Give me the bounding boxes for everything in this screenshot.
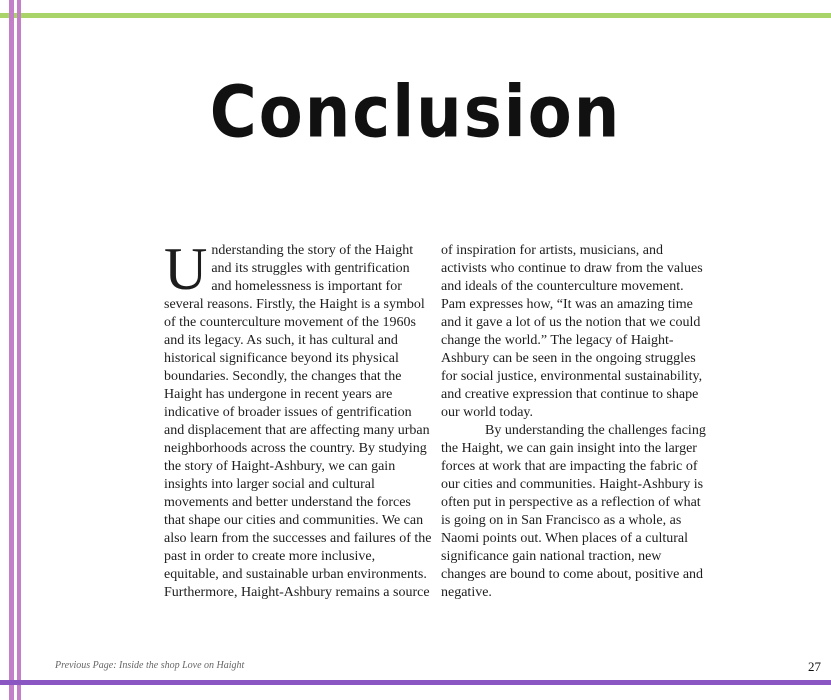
right-text-column (441, 242, 709, 602)
left-text-column (164, 236, 432, 602)
bottom-rule (0, 680, 831, 685)
page-heading: Conclusion (209, 71, 622, 155)
top-rule (0, 13, 831, 18)
right-paragraph-2: By understanding the challenges facing the Haight, we can gain insight into the larger forces at work that are impacting the fabric of our cities and communities. Haight-Ashbury is often put in perspective as a reflection of what is going on in San Francisco as a whole, as Naomi points out. When places of a cultural significance gain national traction, new changes are bound to come about, positive and negative. (441, 423, 706, 600)
page-number: 27 (808, 659, 821, 674)
photo-caption: Previous Page: Inside the shop Love on Haight (55, 660, 245, 671)
right-paragraph-1: of inspiration for artists, musicians, and activists who continue to draw from the values and ideals of the counterculture movement. Pam expresses how, “It was an amazing time and it gave a lot of us the notion that we could change the world.” The legacy of Haight-Ashbury can be seen in the ongoing struggles for social justice, environmental sustainability, and creative expression that continue to shape our world today. (441, 243, 703, 420)
left-paragraph (164, 236, 432, 602)
drop-cap: U (164, 236, 208, 302)
left-paragraph-text: nderstanding the story of the Haight and its struggles with gentrification and homelessness is important for several reasons. Firstly, the Haight is a symbol of the counterculture movement of the 1960s and its legacy. As such, it has cultural and historical significance beyond its physical boundaries. Secondly, the changes that the Haight has undergone in recent years are indicative of broader issues of gentrification and displacement that are affecting many urban neighborhoods across the country. By studying the story of Haight-Ashbury, we can gain insights into larger social and cultural movements and better understand the forces that shape our cities and communities. We can also learn from the successes and failures of the past in order to create more inclusive, equitable, and sustainable urban environments. Furthermore, Haight-Ashbury remains a source (164, 243, 432, 600)
